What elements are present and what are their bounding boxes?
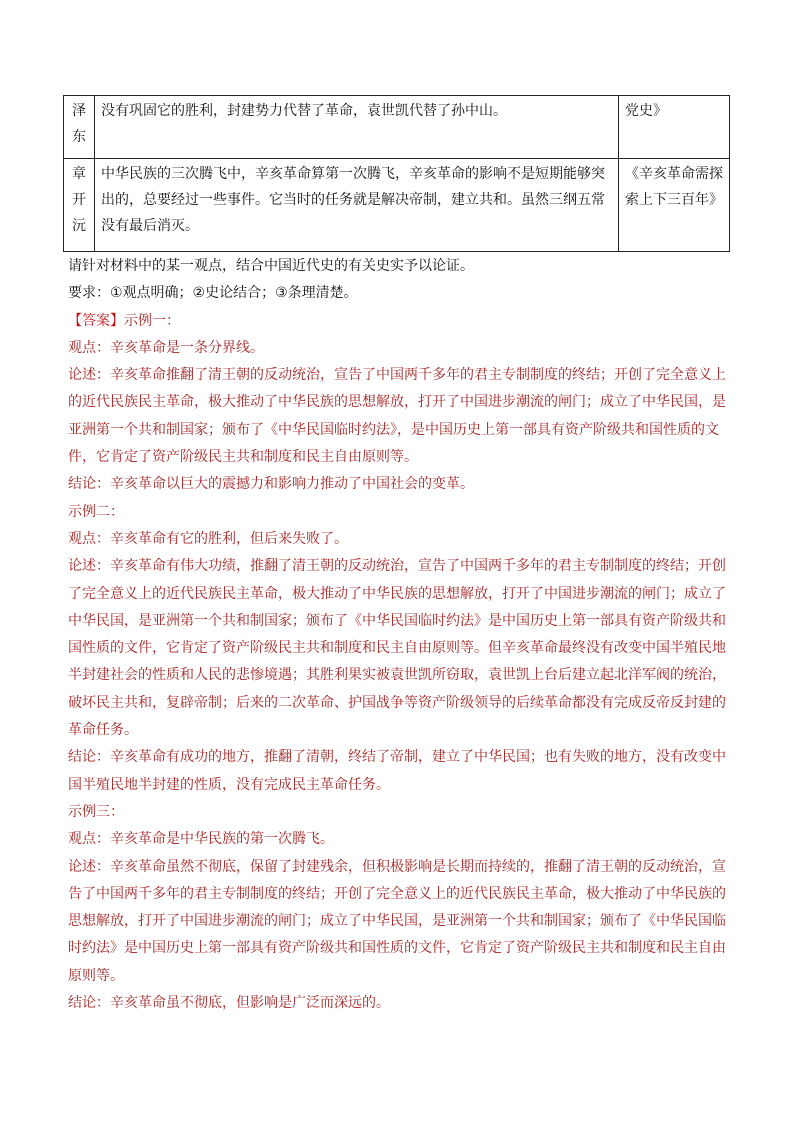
table-row — [64, 96, 730, 159]
document-body — [68, 253, 730, 1017]
quote-text-cell: 没有巩固它的胜利，封建势力代替了革命，袁世凯代替了孙中山。 — [95, 96, 619, 159]
quotes-table — [63, 95, 730, 252]
author-char: 沅 — [72, 218, 86, 234]
question-prompt: 请针对材料中的某一观点，结合中国近代史的有关史实予以论证。 — [68, 258, 474, 274]
example1-conclusion: 结论：辛亥革命以巨大的震撼力和影响力推动了中国社会的变革。 — [68, 476, 474, 493]
answer-tag: 【答案】 — [68, 312, 124, 329]
author-char: 泽 — [72, 103, 86, 119]
author-char: 章 — [72, 166, 86, 182]
author-cell — [64, 96, 95, 159]
example1-title: 示例一： — [124, 312, 180, 329]
author-char: 开 — [72, 192, 86, 208]
example3-argument: 论述：辛亥革命虽然不彻底，保留了封建残余，但积极影响是长期而持续的，推翻了清王朝的反动统治，宣告了中国两千多年的君主专制制度的终结；开创了完全意义上的近代民族民主革命，极大推动了中华民族的思想解放，打开了中国进步潮流的闸门；成立了中华民国，是亚洲第一个共和制国家；颁布了《中华民国临时约法》是中国历史上第一部具有资产阶级共和国性质的文件，它肯定了资产阶级民主共和制度和民主自由原则等。 — [68, 858, 726, 984]
answer-example1-title-line — [68, 308, 730, 335]
author-char: 东 — [72, 129, 86, 145]
table-row — [64, 159, 730, 252]
author-cell — [64, 159, 95, 252]
example2-conclusion: 结论：辛亥革命有成功的地方，推翻了清朝，终结了帝制，建立了中华民国；也有失败的地方，没有改变中国半殖民地半封建的性质，没有完成民主革命任务。 — [68, 749, 726, 793]
example3-viewpoint: 观点：辛亥革命是中华民族的第一次腾飞。 — [68, 831, 334, 848]
example2-viewpoint: 观点：辛亥革命有它的胜利，但后来失败了。 — [68, 530, 348, 547]
example2-argument: 论述：辛亥革命有伟大功绩，推翻了清王朝的反动统治，宣告了中国两千多年的君主专制制度的终结；开创了完全意义上的近代民族民主革命，极大推动了中华民族的思想解放，打开了中国进步潮流的闸门；成立了中华民国，是亚洲第一个共和制国家；颁布了《中华民国临时约法》是中国历史上第一部具有资产阶级共和国性质的文件，它肯定了资产阶级民主共和制度和民主自由原则等。但辛亥革命最终没有改变中国半殖民地半封建社会的性质和人民的悲惨境遇；其胜利果实被袁世凯所窃取，袁世凯上台后建立起北洋军阀的统治，破坏民主共和，复辟帝制；后来的二次革命、护国战争等资产阶级领导的后续革命都没有完成反帝反封建的革命任务。 — [68, 558, 726, 739]
example3-title: 示例三： — [68, 803, 124, 820]
example1-viewpoint: 观点：辛亥革命是一条分界线。 — [68, 339, 264, 356]
quote-text-cell: 中华民族的三次腾飞中，辛亥革命算第一次腾飞，辛亥革命的影响不是短期能够突出的，总要经过一些事件。它当时的任务就是解决帝制，建立共和。虽然三纲五常没有最后消灭。 — [95, 159, 619, 252]
question-requirements: 要求：①观点明确；②史论结合；③条理清楚。 — [68, 285, 358, 302]
example3-conclusion: 结论：辛亥革命虽不彻底，但影响是广泛而深远的。 — [68, 995, 390, 1012]
source-cell: 党史》 — [619, 96, 730, 159]
example2-title: 示例二： — [68, 503, 124, 520]
source-cell: 《辛亥革命需探索上下三百年》 — [619, 159, 730, 252]
example1-argument: 论述：辛亥革命推翻了清王朝的反动统治，宣告了中国两千多年的君主专制制度的终结；开创了完全意义上的近代民族民主革命，极大推动了中华民族的思想解放，打开了中国进步潮流的闸门；成立了中华民国，是亚洲第一个共和制国家；颁布了《中华民国临时约法》，是中国历史上第一部具有资产阶级共和国性质的文件，它肯定了资产阶级民主共和制度和民主自由原则等。 — [68, 367, 726, 466]
